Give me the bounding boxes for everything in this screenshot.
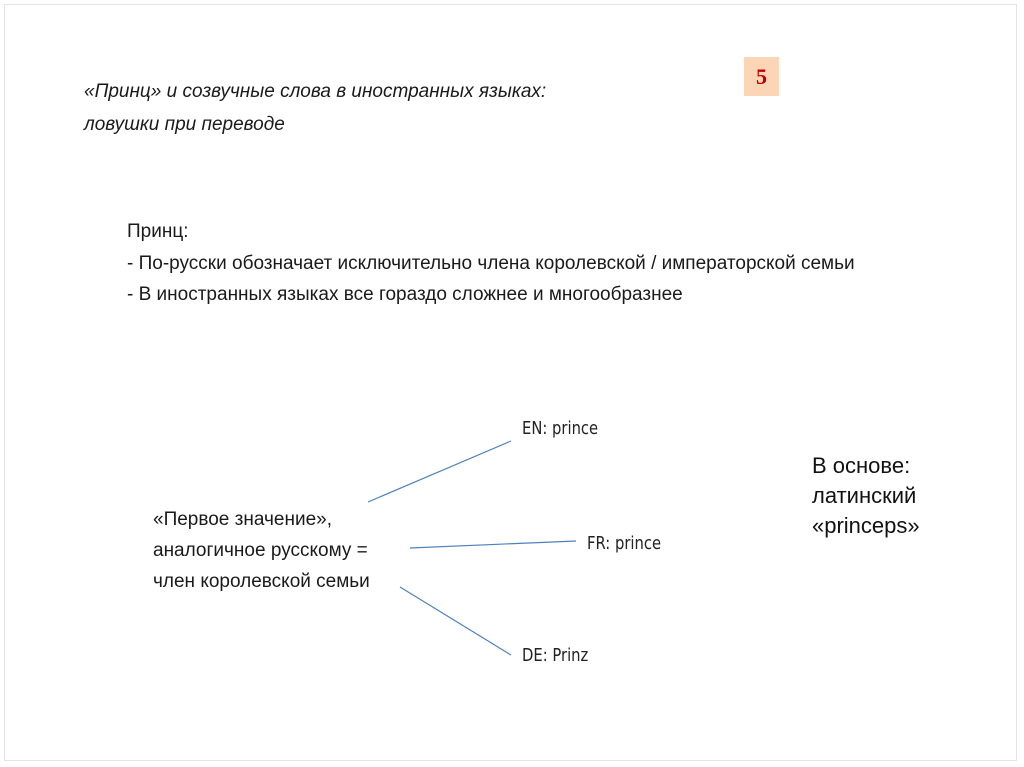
slide-title-line-1: «Принц» и созвучные слова в иностранных языках: <box>84 81 547 102</box>
body-bullet-russian: - По-русски обозначает исключительно члена королевской / императорской семьи <box>127 253 855 274</box>
page-number-badge: 5 <box>744 57 779 96</box>
body-bullet-foreign: - В иностранных языках все гораздо сложнее и многообразнее <box>127 284 683 305</box>
meaning-line-1: «Первое значение», <box>153 509 332 530</box>
origin-note-line-1: В основе: <box>812 453 911 478</box>
body-heading: Принц: <box>127 221 189 242</box>
meaning-line-2: аналогичное русскому = <box>153 540 368 561</box>
meaning-line-3: член королевской семьи <box>153 571 370 592</box>
slide-title-line-2: ловушки при переводе <box>84 114 285 135</box>
origin-note-line-3: «princeps» <box>812 513 920 538</box>
translation-de: DE: Prinz <box>522 645 589 666</box>
translation-fr: FR: prince <box>587 533 662 554</box>
origin-note-line-2: латинский <box>812 483 917 508</box>
translation-en: EN: prince <box>522 418 599 439</box>
